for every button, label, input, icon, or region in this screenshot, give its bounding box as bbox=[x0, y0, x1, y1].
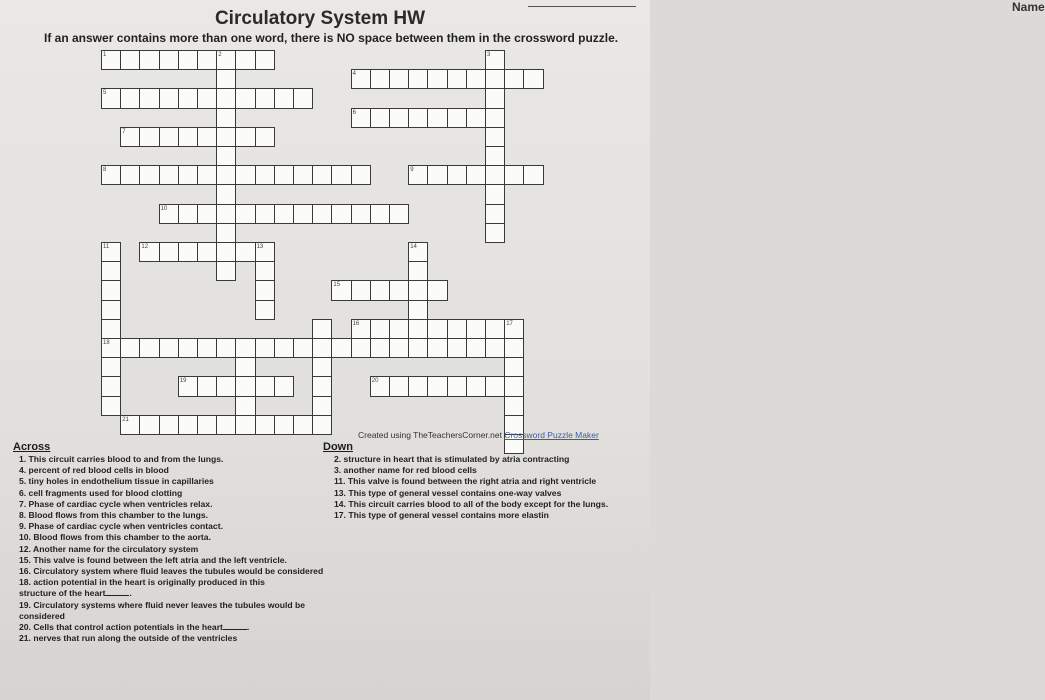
crossword-cell[interactable] bbox=[255, 165, 275, 185]
crossword-cell[interactable] bbox=[197, 242, 217, 262]
crossword-cell[interactable] bbox=[408, 108, 428, 128]
crossword-cell[interactable] bbox=[197, 376, 217, 396]
crossword-cell[interactable] bbox=[197, 88, 217, 108]
clue-number: 21 bbox=[122, 416, 129, 423]
crossword-cell[interactable] bbox=[408, 338, 428, 358]
crossword-cell[interactable] bbox=[408, 69, 428, 89]
crossword-cell[interactable] bbox=[485, 204, 505, 224]
across-clue: 20. Cells that control action potentials in the heart . bbox=[19, 622, 250, 633]
crossword-cell[interactable] bbox=[312, 376, 332, 396]
crossword-cell[interactable] bbox=[312, 415, 332, 435]
crossword-cell[interactable] bbox=[197, 415, 217, 435]
crossword-cell[interactable] bbox=[466, 165, 486, 185]
crossword-cell[interactable] bbox=[504, 396, 524, 416]
crossword-cell[interactable] bbox=[159, 88, 179, 108]
crossword-cell[interactable] bbox=[216, 184, 236, 204]
crossword-cell[interactable] bbox=[274, 376, 294, 396]
across-clue-text: 18. action potential in the heart is originally produced in this structure of the heart bbox=[19, 577, 265, 599]
across-clue: 18. action potential in the heart is originally produced in this structure of the heart . bbox=[19, 577, 265, 599]
crossword-cell[interactable] bbox=[408, 376, 428, 396]
crossword-cell[interactable] bbox=[255, 204, 275, 224]
crossword-cell[interactable] bbox=[216, 146, 236, 166]
crossword-cell[interactable] bbox=[351, 280, 371, 300]
crossword-cell[interactable] bbox=[101, 357, 121, 377]
crossword-cell[interactable] bbox=[523, 165, 543, 185]
across-clue: 6. cell fragments used for blood clotting bbox=[19, 487, 183, 498]
crossword-cell[interactable] bbox=[370, 108, 390, 128]
crossword-cell[interactable] bbox=[389, 319, 409, 339]
crossword-cell[interactable] bbox=[293, 415, 313, 435]
crossword-cell[interactable] bbox=[235, 50, 255, 70]
crossword-cell[interactable] bbox=[408, 280, 428, 300]
crossword-cell[interactable] bbox=[101, 280, 121, 300]
crossword-cell[interactable] bbox=[389, 338, 409, 358]
crossword-cell[interactable] bbox=[139, 165, 159, 185]
clue-number: 20 bbox=[371, 378, 379, 385]
crossword-cell[interactable] bbox=[389, 280, 409, 300]
crossword-cell[interactable] bbox=[159, 338, 179, 358]
crossword-cell[interactable] bbox=[139, 88, 159, 108]
crossword-cell[interactable] bbox=[255, 376, 275, 396]
crossword-cell[interactable] bbox=[216, 242, 236, 262]
down-heading: Down bbox=[323, 441, 353, 453]
crossword-cell[interactable] bbox=[159, 242, 179, 262]
crossword-cell[interactable] bbox=[178, 50, 198, 70]
crossword-cell[interactable] bbox=[351, 204, 371, 224]
crossword-cell[interactable] bbox=[235, 415, 255, 435]
crossword-cell[interactable] bbox=[312, 319, 332, 339]
crossword-cell[interactable] bbox=[216, 127, 236, 147]
crossword-cell[interactable] bbox=[427, 280, 447, 300]
crossword-cell[interactable] bbox=[389, 204, 409, 224]
name-label: Name bbox=[1012, 0, 1045, 14]
crossword-cell[interactable] bbox=[178, 338, 198, 358]
across-clue: 4. percent of red blood cells in blood bbox=[19, 465, 169, 476]
crossword-cell[interactable] bbox=[101, 319, 121, 339]
crossword-cell[interactable] bbox=[466, 108, 486, 128]
crossword-cell[interactable] bbox=[312, 165, 332, 185]
crossword-cell[interactable] bbox=[235, 88, 255, 108]
crossword-cell[interactable] bbox=[485, 146, 505, 166]
crossword-cell[interactable] bbox=[274, 204, 294, 224]
across-clue-text: 20. Cells that control action potentials in the heart bbox=[19, 622, 223, 633]
clue-number: 12 bbox=[141, 244, 149, 250]
crossword-cell[interactable] bbox=[255, 300, 275, 320]
down-clue: 17. This type of general vessel contains more elastin bbox=[334, 510, 549, 521]
crossword-cell[interactable] bbox=[178, 204, 198, 224]
across-clue: 5. tiny holes in endothelium tissue in capillaries bbox=[19, 476, 214, 487]
crossword-cell[interactable] bbox=[139, 415, 159, 435]
across-heading: Across bbox=[13, 441, 51, 453]
crossword-cell[interactable] bbox=[120, 50, 140, 70]
crossword-cell[interactable] bbox=[120, 165, 140, 185]
crossword-cell[interactable] bbox=[216, 69, 236, 89]
crossword-cell[interactable] bbox=[293, 88, 313, 108]
crossword-cell[interactable] bbox=[447, 319, 467, 339]
crossword-cell[interactable] bbox=[274, 165, 294, 185]
across-clue: 21. nerves that run along the outside of the ventricles bbox=[19, 633, 238, 644]
clue-number: 13 bbox=[256, 244, 264, 250]
crossword-cell[interactable] bbox=[523, 69, 543, 89]
crossword-cell[interactable] bbox=[120, 88, 140, 108]
crossword-cell[interactable] bbox=[197, 338, 217, 358]
crossword-cell[interactable] bbox=[255, 127, 275, 147]
crossword-cell[interactable] bbox=[408, 300, 428, 320]
clue-number: 4 bbox=[352, 71, 356, 78]
answer-blank bbox=[105, 588, 129, 596]
clue-number: 16 bbox=[352, 320, 360, 327]
crossword-cell[interactable] bbox=[216, 88, 236, 108]
crossword-cell[interactable] bbox=[274, 338, 294, 358]
page-title: Circulatory System HW bbox=[214, 8, 426, 29]
across-clue: 16. Circulatory system where fluid leaves the tubules would be considered bbox=[19, 566, 324, 577]
crossword-cell[interactable] bbox=[139, 127, 159, 147]
down-clue-list bbox=[334, 454, 634, 521]
clue-number: 17 bbox=[506, 320, 513, 327]
clue-number: 7 bbox=[122, 128, 126, 135]
crossword-cell[interactable] bbox=[255, 338, 275, 358]
crossword-cell[interactable] bbox=[389, 69, 409, 89]
crossword-cell[interactable] bbox=[312, 338, 332, 358]
crossword-cell[interactable] bbox=[466, 69, 486, 89]
credit-line bbox=[358, 430, 599, 440]
crossword-grid bbox=[0, 0, 650, 440]
clue-number: 3 bbox=[487, 52, 491, 58]
crossword-cell[interactable] bbox=[274, 88, 294, 108]
crossword-cell[interactable] bbox=[485, 108, 505, 128]
crossword-cell[interactable] bbox=[331, 204, 351, 224]
crossword-cell[interactable] bbox=[485, 223, 505, 243]
crossword-cell[interactable] bbox=[178, 88, 198, 108]
clue-number: 6 bbox=[352, 109, 356, 116]
crossword-cell[interactable] bbox=[293, 165, 313, 185]
crossword-cell[interactable] bbox=[139, 50, 159, 70]
crossword-cell[interactable] bbox=[216, 108, 236, 128]
crossword-cell[interactable] bbox=[447, 165, 467, 185]
crossword-cell[interactable] bbox=[466, 338, 486, 358]
crossword-cell[interactable] bbox=[370, 69, 390, 89]
crossword-cell[interactable] bbox=[216, 415, 236, 435]
crossword-cell[interactable] bbox=[101, 261, 121, 281]
crossword-cell[interactable] bbox=[293, 338, 313, 358]
crossword-cell[interactable] bbox=[427, 376, 447, 396]
across-clue: 15. This valve is found between the left atria and the left ventricle. bbox=[19, 554, 287, 565]
crossword-cell[interactable] bbox=[389, 108, 409, 128]
crossword-cell[interactable] bbox=[331, 165, 351, 185]
crossword-cell[interactable] bbox=[312, 396, 332, 416]
crossword-cell[interactable] bbox=[178, 415, 198, 435]
crossword-cell[interactable] bbox=[159, 127, 179, 147]
crossword-cell[interactable] bbox=[255, 280, 275, 300]
crossword-cell[interactable] bbox=[216, 223, 236, 243]
crossword-cell[interactable] bbox=[427, 108, 447, 128]
crossword-cell[interactable] bbox=[485, 319, 505, 339]
crossword-cell[interactable] bbox=[504, 69, 524, 89]
crossword-cell[interactable] bbox=[159, 415, 179, 435]
crossword-cell[interactable] bbox=[101, 300, 121, 320]
across-clue-list bbox=[19, 454, 324, 644]
crossword-cell[interactable] bbox=[485, 184, 505, 204]
across-clue: 7. Phase of cardiac cycle when ventricles relax. bbox=[19, 498, 213, 509]
crossword-cell[interactable] bbox=[216, 338, 236, 358]
answer-blank bbox=[223, 622, 247, 630]
down-clue: 2. structure in heart that is stimulated by atria contracting bbox=[334, 454, 570, 464]
crossword-cell[interactable] bbox=[255, 88, 275, 108]
crossword-cell[interactable] bbox=[255, 50, 275, 70]
crossword-cell[interactable] bbox=[447, 69, 467, 89]
clue-number: 1 bbox=[103, 52, 107, 58]
crossword-cell[interactable] bbox=[408, 319, 428, 339]
crossword-cell[interactable] bbox=[216, 204, 236, 224]
clue-number: 9 bbox=[410, 167, 414, 174]
crossword-cell[interactable] bbox=[351, 338, 371, 358]
crossword-cell[interactable] bbox=[235, 357, 255, 377]
crossword-cell[interactable] bbox=[331, 338, 351, 358]
credit-prefix: Created using TheTeachersCorner.net bbox=[358, 430, 505, 440]
crossword-cell[interactable] bbox=[447, 338, 467, 358]
crossword-cell[interactable] bbox=[101, 376, 121, 396]
crossword-cell[interactable] bbox=[255, 415, 275, 435]
crossword-cell[interactable] bbox=[466, 376, 486, 396]
crossword-cell[interactable] bbox=[274, 415, 294, 435]
clue-number: 18 bbox=[103, 340, 110, 346]
crossword-cell[interactable] bbox=[235, 242, 255, 262]
across-clue: 19. Circulatory systems where fluid never leaves the tubules would be considered bbox=[19, 599, 306, 621]
crossword-cell[interactable] bbox=[312, 204, 332, 224]
across-clue: 8. Blood flows from this chamber to the lungs. bbox=[19, 510, 209, 521]
crossword-cell[interactable] bbox=[197, 127, 217, 147]
clue-number: 10 bbox=[160, 205, 168, 212]
crossword-cell[interactable] bbox=[178, 127, 198, 147]
crossword-cell[interactable] bbox=[159, 50, 179, 70]
crossword-cell[interactable] bbox=[178, 242, 198, 262]
crossword-cell[interactable] bbox=[427, 165, 447, 185]
crossword-cell[interactable] bbox=[427, 69, 447, 89]
clue-number: 15 bbox=[333, 282, 341, 289]
crossword-cell[interactable] bbox=[504, 338, 524, 358]
clue-number: 5 bbox=[103, 90, 107, 97]
credit-link[interactable]: Crossword Puzzle Maker bbox=[504, 430, 599, 440]
crossword-cell[interactable] bbox=[370, 204, 390, 224]
clue-number: 2 bbox=[218, 52, 222, 58]
across-clue: 10. Blood flows from this chamber to the aorta. bbox=[19, 532, 211, 543]
crossword-cell[interactable] bbox=[312, 357, 332, 377]
across-clue: 12. Another name for the circulatory system bbox=[19, 543, 199, 554]
crossword-cell[interactable] bbox=[120, 338, 140, 358]
crossword-cell[interactable] bbox=[216, 376, 236, 396]
clue-number: 14 bbox=[410, 244, 417, 250]
crossword-cell[interactable] bbox=[293, 204, 313, 224]
crossword-cell[interactable] bbox=[427, 319, 447, 339]
instructions: If an answer contains more than one word, there is NO space between them in the crossword puzzle. bbox=[44, 31, 619, 45]
across-clue: 1. This circuit carries blood to and from the lungs. bbox=[19, 454, 224, 464]
crossword-cell[interactable] bbox=[466, 319, 486, 339]
crossword-cell[interactable] bbox=[485, 165, 505, 185]
crossword-cell[interactable] bbox=[197, 204, 217, 224]
crossword-cell[interactable] bbox=[235, 396, 255, 416]
crossword-cell[interactable] bbox=[389, 376, 409, 396]
crossword-cell[interactable] bbox=[216, 261, 236, 281]
crossword-cell[interactable] bbox=[504, 376, 524, 396]
crossword-cell[interactable] bbox=[178, 165, 198, 185]
clue-number: 11 bbox=[103, 244, 110, 250]
crossword-cell[interactable] bbox=[504, 357, 524, 377]
crossword-cell[interactable] bbox=[216, 165, 236, 185]
crossword-cell[interactable] bbox=[197, 165, 217, 185]
crossword-cell[interactable] bbox=[255, 261, 275, 281]
crossword-cell[interactable] bbox=[447, 108, 467, 128]
crossword-cell[interactable] bbox=[485, 88, 505, 108]
down-clue: 3. another name for red blood cells bbox=[334, 465, 477, 476]
crossword-cell[interactable] bbox=[235, 376, 255, 396]
crossword-cell[interactable] bbox=[351, 165, 371, 185]
crossword-cell[interactable] bbox=[485, 127, 505, 147]
crossword-cell[interactable] bbox=[485, 69, 505, 89]
crossword-cell[interactable] bbox=[370, 280, 390, 300]
crossword-cell[interactable] bbox=[370, 338, 390, 358]
crossword-cell[interactable] bbox=[447, 376, 467, 396]
clue-number: 19 bbox=[179, 378, 187, 385]
clue-number: 8 bbox=[103, 167, 107, 174]
crossword-cell[interactable] bbox=[101, 396, 121, 416]
down-clue: 11. This valve is found between the right atria and right ventricle bbox=[334, 476, 597, 487]
crossword-cell[interactable] bbox=[197, 50, 217, 70]
crossword-cell[interactable] bbox=[485, 338, 505, 358]
crossword-cell[interactable] bbox=[235, 127, 255, 147]
down-clue: 14. This circuit carries blood to all of the body except for the lungs. bbox=[334, 498, 609, 509]
crossword-cell[interactable] bbox=[139, 338, 159, 358]
crossword-cell[interactable] bbox=[427, 338, 447, 358]
crossword-cell[interactable] bbox=[235, 165, 255, 185]
crossword-cell[interactable] bbox=[235, 204, 255, 224]
crossword-cell[interactable] bbox=[370, 319, 390, 339]
crossword-cell[interactable] bbox=[485, 376, 505, 396]
down-clue: 13. This type of general vessel contains one-way valves bbox=[334, 487, 562, 498]
crossword-cell[interactable] bbox=[235, 338, 255, 358]
crossword-cell[interactable] bbox=[408, 261, 428, 281]
crossword-cell[interactable] bbox=[504, 165, 524, 185]
crossword-cell[interactable] bbox=[159, 165, 179, 185]
across-clue: 9. Phase of cardiac cycle when ventricles contact. bbox=[19, 521, 223, 532]
